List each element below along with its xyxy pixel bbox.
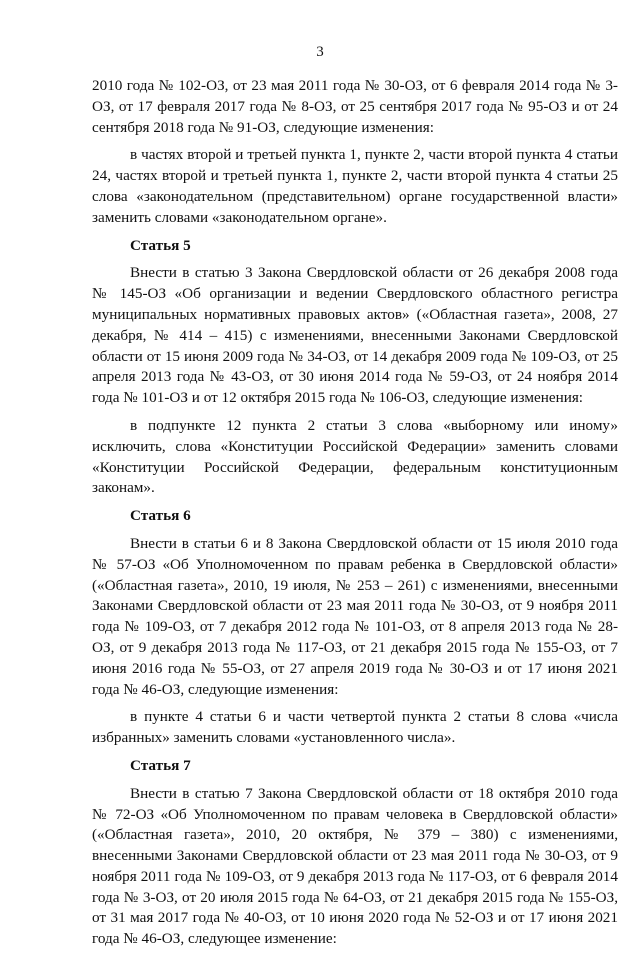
paragraph-article-6-change: в пункте 4 статьи 6 и части четвертой пункта 2 статьи 8 слова «числа избранных» заменить словами «установленного числа». <box>92 708 618 747</box>
paragraph-article-7-intro: Внести в статью 7 Закона Свердловской области от 18 октября 2010 года № 72-ОЗ «Об Уполномоченном по правам человека в Свердловской области» («Областная газета», 2010, 20 октября, № 379 – 380) с изменениями, внесенными Законами Свердловской области от 23 мая 2011 года № 30-ОЗ, от 9 ноября 2011 года № 109-ОЗ, от 9 декабря 2013 года № 117-ОЗ, от 6 февраля 2014 года № 3-ОЗ, от 20 июля 2015 года № 64-ОЗ, от 21 декабря 2015 года № 155-ОЗ, от 31 мая 2017 года № 40-ОЗ, от 10 июня 2020 года № 52-ОЗ и от 17 июня 2021 года № 46-ОЗ, следующее изменение: <box>92 784 618 948</box>
article-5-heading: Статья 5 <box>130 236 191 254</box>
paragraph-article-5-change: в подпункте 12 пункта 2 статьи 3 слова «выборному или иному» исключить, слова «Конституции Российской Федерации» заменить словами «Конституции Российской Федерации, федеральным конституционным законам». <box>92 416 618 497</box>
paragraph-amendment-article-24-25: в частях второй и третьей пункта 1, пункте 2, части второй пункта 4 статьи 24, частях второй и третьей пункта 1, пункте 2, части второй пункта 4 статьи 25 слова «законодательном (представительном) органе государственной власти» заменить словами «законодательном органе». <box>92 146 618 226</box>
page-number: 3 <box>316 44 324 60</box>
article-6-heading: Статья 6 <box>130 507 191 525</box>
article-7-heading: Статья 7 <box>130 756 191 774</box>
paragraph-continuation: 2010 года № 102-ОЗ, от 23 мая 2011 года № 30-ОЗ, от 6 февраля 2014 года № 3-ОЗ, от 17 февраля 2017 года № 8-ОЗ, от 25 сентября 2017 года № 95-ОЗ и от 24 сентября 2018 года № 91-ОЗ, следующие изменения: <box>92 77 618 136</box>
paragraph-article-6-intro: Внести в статьи 6 и 8 Закона Свердловской области от 15 июля 2010 года № 57-ОЗ «Об Уполномоченном по правам ребенка в Свердловской области» («Областная газета», 2010, 19 июля, № 253 – 261) с изменениями, внесенными Законами Свердловской области от 23 мая 2011 года № 30-ОЗ, от 9 ноября 2011 года № 109-ОЗ, от 7 декабря 2012 года № 101-ОЗ, от 8 апреля 2013 года № 28-ОЗ, от 9 декабря 2013 года № 117-ОЗ, от 21 декабря 2015 года № 155-ОЗ, от 7 июня 2016 года № 55-ОЗ, от 27 апреля 2019 года № 30-ОЗ и от 17 июня 2021 года № 46-ОЗ, следующие изменения: <box>92 534 618 698</box>
document-body <box>92 76 618 957</box>
paragraph-article-5-intro: Внести в статью 3 Закона Свердловской области от 26 декабря 2008 года № 145-ОЗ «Об организации и ведении Свердловского областного регистра муниципальных нормативных правовых актов» («Областная газета», 2008, 27 декабря, № 414 – 415) с изменениями, внесенными Законами Свердловской области от 15 июня 2009 года № 34-ОЗ, от 14 декабря 2009 года № 109-ОЗ, от 25 апреля 2013 года № 43-ОЗ, от 30 июня 2014 года № 59-ОЗ, от 24 ноября 2014 года № 101-ОЗ и от 12 октября 2015 года № 106-ОЗ, следующие изменения: <box>92 264 618 407</box>
